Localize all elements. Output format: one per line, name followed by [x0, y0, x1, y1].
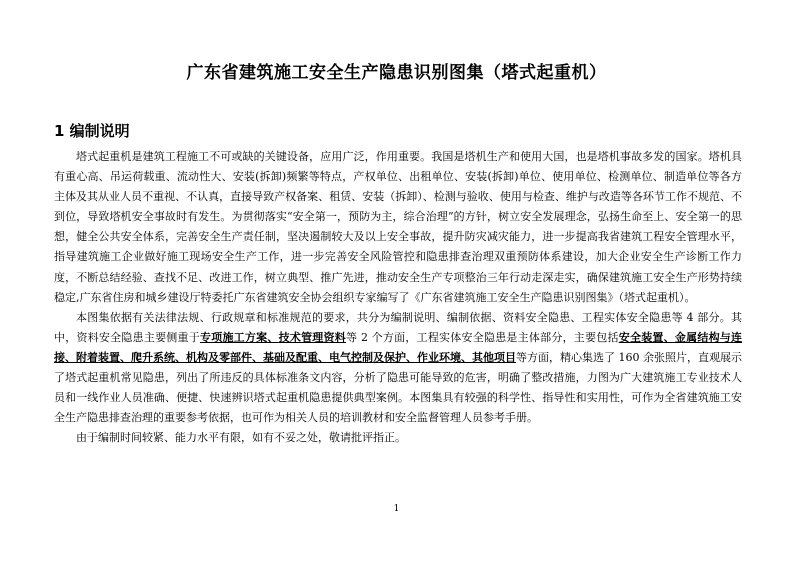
section-heading: 1 编制说明 — [54, 122, 130, 140]
highlight-term: 安全装置 — [618, 330, 664, 344]
highlight-separator: 、 — [461, 350, 472, 364]
text-segment: 等 2 个方面，工程实体安全隐患是主体部分，主要包括 — [346, 330, 619, 344]
highlight-term: 电气控制及保护 — [329, 350, 406, 364]
highlight-separator: 、 — [120, 350, 131, 364]
highlight-term: 作业环境 — [417, 350, 461, 364]
paragraph-contents — [54, 308, 742, 429]
highlight-term: 专项施工方案 — [199, 330, 268, 344]
highlight-separator: 、 — [267, 330, 279, 344]
paragraph-intro: 塔式起重机是建筑工程施工不可或缺的关键设备，应用广泛，作用重要。我国是塔机生产和使用大国，也是塔机事故多发的国家。塔机具有重心高、吊运荷载重、流动性大、安装(拆卸)频繁等特点，产权单位、出租单位、安装(拆卸)单位、使用单位、检测单位、制造单位等各方主体及其从业人员不重视、不认真，直接导致产权备案、租赁、安装（拆卸）、检测与验收、使用与检查、维护与改造等各环节工作不规范、不到位，导致塔机安全事故时有发生。为贯彻落实“安全第一，预防为主，综合治理”的方针，树立安全发展理念，弘扬生命至上、安全第一的思想，健全公共安全体系，完善安全生产责任制，坚决遏制较大及以上安全事故，提升防灾减灾能力，进一步提高我省建筑工程安全管理水平，指导建筑施工企业做好施工现场安全生产工作，进一步完善安全风险管控和隐患排查治理双重预防体系建设，加大企业安全生产诊断工作力度，不断总结经验、查找不足、改进工作，树立典型、推广先进，推动安全生产专项整治三年行动走深走实，确保建筑施工安全生产形势持续稳定,广东省住房和城乡建设厅特委托广东省建筑安全协会组织专家编写了《广东省建筑施工安全生产隐患识别图集》（塔式起重机）。 — [54, 150, 742, 304]
highlight-term: 爬升系统 — [131, 350, 175, 364]
text-segment: 等方面，精心集选了 160 余张照片，直观展示了塔式起重机常见隐患，列出了所违反的具体标准条文内容，分析了隐患可能导致的危害，明确了整改措施，力图为广大建筑施工专业技术人员和一线作业人员准确、便捷、快速辨识塔式起重机隐患提供典型案例。本图集具有较强的科学性、指导性和实用性，可作为全省建筑施工安全生产隐患排查治理的重要参考依据，也可作为相关人员的培训教材和安全监督管理人员参考手册。 — [54, 350, 742, 425]
highlight-separator: 、 — [175, 350, 186, 364]
highlight-separator: 、 — [252, 350, 263, 364]
paragraph-closing: 由于编制时间较紧、能力水平有限，如有不妥之处，敬请批评指正。 — [76, 431, 406, 445]
highlight-term: 附着装置 — [76, 350, 120, 364]
highlight-term: 机构及零部件 — [186, 350, 252, 364]
highlight-term: 金属结构与连接 — [54, 330, 743, 364]
highlight-term: 技术管理资料 — [278, 330, 346, 344]
highlight-separator: 、 — [318, 350, 329, 364]
page-number: 1 — [393, 504, 400, 514]
text-segment: 本图集依据有关法律法规、行政规章和标准规范的要求，共分为编制说明、编制依据、资料安全隐患、工程实体安全隐患等 4 部分。其中，资料安全隐患主要侧重于 — [54, 310, 742, 344]
highlight-separator: 、 — [65, 350, 76, 364]
body-text — [54, 147, 742, 448]
highlight-term: 其他项目 — [472, 350, 516, 364]
highlight-separator: 、 — [406, 350, 417, 364]
highlight-term: 基础及配重 — [263, 350, 318, 364]
highlight-separator: 、 — [663, 330, 675, 344]
document-title: 广东省建筑施工安全生产隐患识别图集（塔式起重机） — [186, 63, 607, 83]
